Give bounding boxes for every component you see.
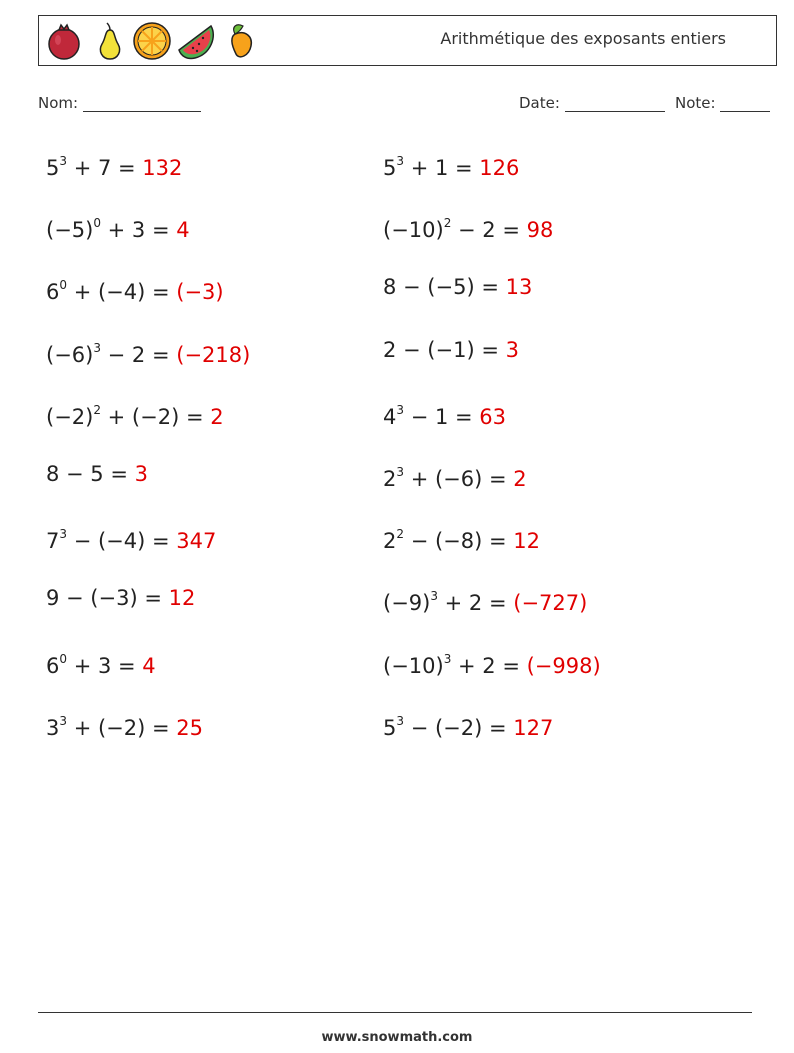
problem-exponent: 3 [396,154,405,168]
problem-base: 5 [383,715,397,740]
problem-row [383,646,601,676]
problem-operation: − 1 = [404,404,480,429]
problem-operation: + 7 = [67,156,143,180]
footer-divider [38,1012,752,1013]
problem-base: (−6) [46,342,94,367]
problem-base: 8 − 5 = [46,462,135,486]
problem-row [383,210,554,243]
problem-base: (−10) [383,653,444,678]
name-label: Nom: [38,94,79,112]
problem-row [46,210,190,243]
problem-row [383,583,588,616]
grade-field [675,94,770,112]
date-field [519,94,665,112]
problem-answer: 13 [505,275,533,300]
problem-exponent: 3 [59,154,68,168]
problem-answer: 98 [526,218,554,243]
watermelon-icon [175,20,217,62]
problem-base: 5 [383,156,397,180]
problem-answer: (−998) [526,653,601,678]
problem-base: 3 [46,715,60,740]
problem-answer: 3 [134,462,148,486]
problem-operation: − 2 = [100,342,177,367]
problem-operation: − 2 = [451,218,527,243]
problem-row [383,708,553,738]
problem-operation: + (−4) = [67,280,177,305]
problem-row [383,459,527,489]
problem-row [383,335,519,365]
problem-exponent: 0 [93,216,101,231]
problem-base: 8 − (−5) = [383,275,506,300]
problem-answer: 132 [142,156,183,180]
problem-answer: 126 [479,156,520,180]
problem-row [46,583,195,613]
problem-answer: 12 [513,529,540,554]
problem-operation: + (−2) = [100,404,211,429]
problem-base: 9 − (−3) = [46,586,169,611]
problem-operation: − (−8) = [404,529,514,554]
worksheet-title: Arithmétique des exposants entiers [440,29,726,48]
problem-row [46,459,148,489]
problem-row [46,148,182,178]
orange-slice-icon [131,20,173,62]
name-blank [83,97,201,112]
problem-exponent: 2 [443,216,452,231]
problem-exponent: 3 [396,713,405,728]
problem-base: (−9) [383,591,431,616]
problem-operation: − (−4) = [67,529,177,554]
problem-row [383,148,519,178]
problem-base: 6 [46,653,60,678]
problem-row [46,708,203,738]
problem-exponent: 2 [93,402,101,417]
problem-row [46,272,224,305]
problem-operation: + 2 = [437,591,514,616]
problem-exponent: 3 [93,340,101,355]
problem-operation: + 3 = [100,218,177,243]
problem-answer: 4 [176,218,190,243]
problem-answer: 127 [513,715,554,740]
problem-base: 2 [383,529,397,554]
problem-exponent: 3 [430,589,438,604]
problem-row [46,521,217,554]
problem-operation: + 1 = [404,156,480,180]
problem-exponent: 3 [396,465,405,479]
problem-exponent: 3 [59,527,68,542]
problem-answer: 3 [505,337,519,362]
header-box [38,15,777,66]
date-blank [565,97,665,112]
problem-row [383,272,532,302]
name-field [38,94,201,112]
problem-base: 6 [46,280,60,305]
pear-icon [89,20,131,62]
problem-operation: + 3 = [67,653,143,678]
problem-answer: 63 [479,404,507,429]
problem-answer: 25 [176,715,203,740]
problem-base: (−10) [383,218,444,243]
problem-exponent: 3 [396,402,405,417]
problem-exponent: 0 [59,651,68,666]
footer-url: www.snowmath.com [321,1030,473,1045]
date-label: Date: [519,94,560,112]
problem-exponent: 2 [396,527,405,542]
problem-answer: (−218) [176,342,251,367]
problem-answer: (−3) [176,280,224,305]
problem-answer: 2 [210,404,224,429]
problem-base: (−2) [46,404,94,429]
pomegranate-icon [43,20,85,62]
problem-answer: 4 [142,653,156,678]
problem-answer: 2 [513,467,527,491]
mango-icon [219,20,261,62]
problem-base: (−5) [46,218,94,243]
problem-base: 2 − (−1) = [383,337,506,362]
problem-base: 5 [46,156,60,180]
problem-operation: + (−2) = [67,715,177,740]
problem-operation: + 2 = [451,653,527,678]
problem-answer: (−727) [513,591,588,616]
grade-blank [720,97,770,112]
problem-base: 4 [383,404,397,429]
grade-label: Note: [675,94,716,112]
problem-answer: 12 [168,586,196,611]
problem-row [383,521,540,554]
problem-base: 2 [383,467,397,491]
problem-exponent: 0 [59,278,68,293]
problem-row [46,646,156,676]
problem-exponent: 3 [443,651,452,666]
problem-row [383,397,506,427]
problem-operation: − (−2) = [404,715,514,740]
problem-row [46,397,224,427]
problem-row [46,335,250,365]
problem-operation: + (−6) = [404,467,514,491]
problem-exponent: 3 [59,713,68,728]
problem-base: 7 [46,529,60,554]
problem-answer: 347 [176,529,217,554]
